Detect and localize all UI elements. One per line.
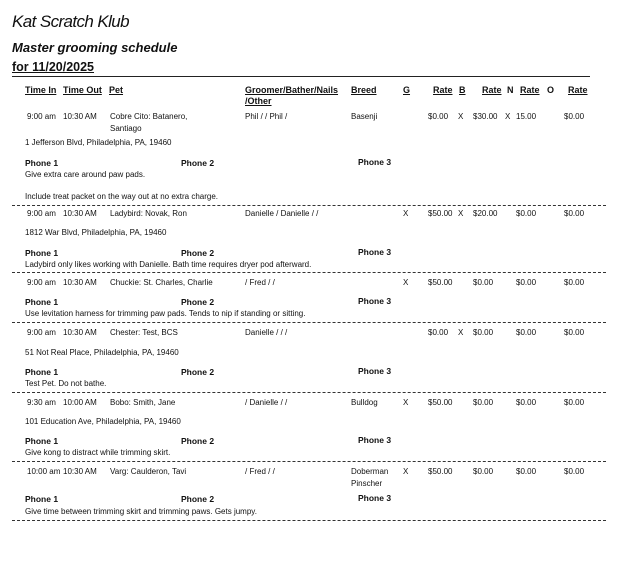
col-header-o: O [547, 85, 555, 95]
time-in: 9:00 am [27, 278, 56, 287]
bath-rate: $20.00 [473, 209, 498, 218]
other-rate: $0.00 [564, 278, 585, 287]
time-out: 10:30 AM [63, 328, 97, 337]
time-in: 9:00 am [27, 328, 56, 337]
appointment-note: Ladybird only likes working with Danielle. Bath time requires dryer pod afterward. [25, 260, 312, 269]
appointment-note-extra: Include treat packet on the way out at no extra charge. [25, 192, 219, 201]
other-rate: $0.00 [564, 467, 585, 476]
pet-name: Ladybird: Novak, Ron [110, 209, 187, 218]
bath-rate: $0.00 [473, 278, 494, 287]
time-out: 10:00 AM [63, 398, 97, 407]
phone-1-label: Phone 1 [25, 494, 59, 504]
brand-name: Kat Scratch Klub [12, 12, 130, 31]
bath-flag: X [458, 328, 464, 337]
nails-rate: $0.00 [516, 467, 537, 476]
phone-3-label: Phone 3 [358, 435, 392, 445]
col-header-rate-n: Rate [520, 85, 540, 95]
nails-rate: $0.00 [516, 328, 537, 337]
groom-flag: X [403, 398, 409, 407]
appointment-note: Test Pet. Do not bathe. [25, 379, 107, 388]
report-title: Master grooming schedule [12, 40, 178, 55]
phone-3-label: Phone 3 [358, 296, 392, 306]
breed: Doberman [351, 467, 389, 476]
row-separator [12, 205, 606, 206]
appointment-note: Give time between trimming skirt and trimming paws. Gets jumpy. [25, 507, 257, 516]
row-separator [12, 272, 606, 273]
appointment-note: Give extra care around paw pads. [25, 170, 146, 179]
phone-1-label: Phone 1 [25, 158, 59, 168]
pet-name: Bobo: Smith, Jane [110, 398, 176, 407]
col-header-groomer: Groomer/Bather/Nails [245, 85, 339, 95]
groom-rate: $0.00 [428, 328, 449, 337]
phone-2-label: Phone 2 [181, 248, 215, 258]
col-header-time-in: Time In [25, 85, 57, 95]
row-separator [12, 322, 606, 323]
appointment-note: Give kong to distract while trimming skirt. [25, 448, 171, 457]
staff-assignment: / Fred / / [245, 467, 275, 476]
phone-2-label: Phone 2 [181, 297, 215, 307]
col-header-groomer-other: /Other [245, 96, 272, 106]
groom-rate: $50.00 [428, 278, 453, 287]
groom-rate: $50.00 [428, 398, 453, 407]
other-rate: $0.00 [564, 398, 585, 407]
staff-assignment: Danielle / Danielle / / [245, 209, 319, 218]
col-header-time-out: Time Out [63, 85, 102, 95]
groom-flag: X [403, 467, 409, 476]
phone-3-label: Phone 3 [358, 493, 392, 503]
client-address: 1812 War Blvd, Philadelphia, PA, 19460 [25, 228, 167, 237]
col-header-rate-o: Rate [568, 85, 588, 95]
nails-rate: $0.00 [516, 278, 537, 287]
appointment-note: Use levitation harness for trimming paw pads. Tends to nip if standing or sitting. [25, 309, 306, 318]
bath-rate: $30.00 [473, 112, 498, 121]
phone-2-label: Phone 2 [181, 158, 215, 168]
report-date: for 11/20/2025 [12, 60, 95, 74]
bath-rate: $0.00 [473, 398, 494, 407]
other-rate: $0.00 [564, 209, 585, 218]
phone-2-label: Phone 2 [181, 436, 215, 446]
row-separator [12, 520, 606, 521]
col-header-rate-g: Rate [433, 85, 453, 95]
other-rate: $0.00 [564, 328, 585, 337]
groom-rate: $50.00 [428, 209, 453, 218]
groom-rate: $50.00 [428, 467, 453, 476]
bath-rate: $0.00 [473, 467, 494, 476]
pet-name: Chester: Test, BCS [110, 328, 178, 337]
pet-name: Chuckie: St. Charles, Charlie [110, 278, 213, 287]
phone-2-label: Phone 2 [181, 494, 215, 504]
other-rate: $0.00 [564, 112, 585, 121]
phone-2-label: Phone 2 [181, 367, 215, 377]
nails-rate: 15.00 [516, 112, 537, 121]
phone-3-label: Phone 3 [358, 366, 392, 376]
time-out: 10:30 AM [63, 112, 97, 121]
time-out: 10:30 AM [63, 209, 97, 218]
time-in: 9:30 am [27, 398, 56, 407]
nails-rate: $0.00 [516, 209, 537, 218]
nails-flag: X [505, 112, 511, 121]
col-header-pet: Pet [109, 85, 124, 95]
bath-flag: X [458, 112, 464, 121]
col-header-g: G [403, 85, 411, 95]
client-address: 1 Jefferson Blvd, Philadelphia, PA, 19460 [25, 138, 172, 147]
staff-assignment: Phil / / Phil / [245, 112, 288, 121]
col-header-rate-b: Rate [482, 85, 502, 95]
groom-rate: $0.00 [428, 112, 449, 121]
phone-1-label: Phone 1 [25, 436, 59, 446]
header-rule [12, 76, 590, 77]
breed-continued: Pinscher [351, 479, 383, 488]
breed: Bulldog [351, 398, 378, 407]
time-in: 9:00 am [27, 209, 56, 218]
pet-name: Varg: Caulderon, Tavi [110, 467, 187, 476]
breed: Basenji [351, 112, 378, 121]
staff-assignment: Danielle / / / [245, 328, 288, 337]
bath-rate: $0.00 [473, 328, 494, 337]
phone-1-label: Phone 1 [25, 367, 59, 377]
time-out: 10:30 AM [63, 467, 97, 476]
col-header-breed: Breed [351, 85, 377, 95]
staff-assignment: / Fred / / [245, 278, 275, 287]
time-in: 9:00 am [27, 112, 56, 121]
phone-3-label: Phone 3 [358, 247, 392, 257]
pet-name: Cobre Cito: Batanero, [110, 112, 188, 121]
phone-1-label: Phone 1 [25, 248, 59, 258]
client-address: 101 Education Ave, Philadelphia, PA, 19460 [25, 417, 181, 426]
col-header-n: N [507, 85, 514, 95]
time-out: 10:30 AM [63, 278, 97, 287]
nails-rate: $0.00 [516, 398, 537, 407]
time-in: 10:00 am [27, 467, 61, 476]
phone-1-label: Phone 1 [25, 297, 59, 307]
bath-flag: X [458, 209, 464, 218]
staff-assignment: / Danielle / / [245, 398, 288, 407]
row-separator [12, 392, 606, 393]
phone-3-label: Phone 3 [358, 157, 392, 167]
groom-flag: X [403, 209, 409, 218]
client-address: 51 Not Real Place, Philadelphia, PA, 19460 [25, 348, 179, 357]
row-separator [12, 461, 606, 462]
col-header-b: B [459, 85, 466, 95]
groom-flag: X [403, 278, 409, 287]
pet-owner-continued: Santiago [110, 124, 142, 133]
